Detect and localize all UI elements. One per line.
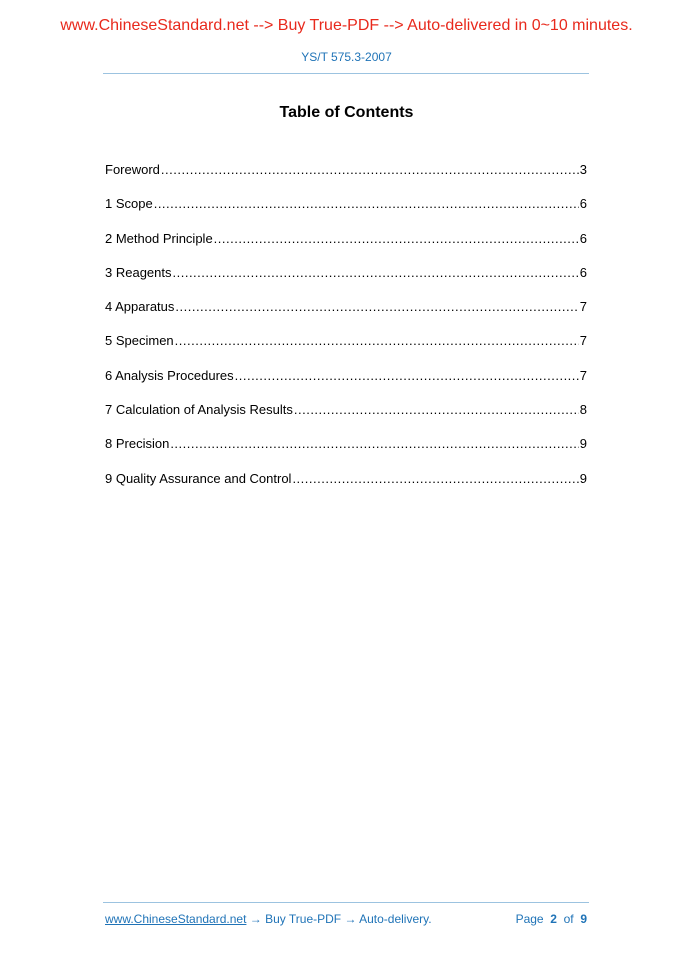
- toc-entry-page: 9: [579, 436, 587, 452]
- footer-divider: [103, 902, 589, 903]
- toc-entry-text: 7 Calculation of Analysis Results: [105, 402, 293, 418]
- toc-dot-leader: [175, 297, 578, 317]
- toc-entry-reagents[interactable]: [105, 263, 587, 297]
- toc-entry-text: 8 Precision: [105, 436, 170, 452]
- toc-entry-text: 6 Analysis Procedures: [105, 367, 234, 383]
- page-footer: [105, 912, 587, 926]
- toc-entry-text: 5 Specimen: [105, 333, 174, 349]
- toc-entry-page: 9: [579, 470, 587, 486]
- toc-entry-page: 6: [579, 264, 587, 280]
- toc-entry-page: 6: [579, 196, 587, 212]
- total-pages: 9: [580, 912, 587, 926]
- toc-entry-calculation[interactable]: [105, 400, 587, 434]
- toc-entry-page: 8: [579, 402, 587, 418]
- toc-dot-leader: [175, 331, 579, 351]
- toc-entry-analysis-procedures[interactable]: [105, 366, 587, 400]
- toc-entry-specimen[interactable]: [105, 331, 587, 365]
- footer-delivery: [105, 912, 432, 926]
- toc-dot-leader: [170, 434, 578, 454]
- toc-entry-text: Foreword: [105, 162, 160, 177]
- toc-entry-precision[interactable]: [105, 434, 587, 468]
- toc-entry-quality-assurance[interactable]: [105, 469, 587, 503]
- standard-code: YS/T 575.3-2007: [301, 50, 392, 64]
- promo-banner[interactable]: www.ChineseStandard.net --> Buy True-PDF --> Auto-delivered in 0~10 minutes.: [60, 17, 633, 34]
- toc-entry-page: 7: [579, 367, 587, 383]
- footer-site-link[interactable]: www.ChineseStandard.net: [105, 912, 247, 926]
- toc-entry-text: 2 Method Principle: [105, 230, 213, 246]
- toc-title: Table of Contents: [279, 104, 414, 121]
- footer-delivery-text: → Buy True-PDF → Auto-delivery.: [246, 912, 432, 926]
- toc-dot-leader: [214, 229, 579, 249]
- toc-dot-leader: [154, 194, 579, 214]
- toc-dot-leader: [292, 469, 578, 489]
- toc-entry-page: 7: [579, 299, 587, 315]
- current-page: 2: [550, 912, 557, 926]
- toc-dot-leader: [161, 160, 579, 180]
- page-label: Page: [515, 912, 544, 926]
- toc-entry-page: 7: [579, 333, 587, 349]
- toc-entry-text: 1 Scope: [105, 196, 153, 212]
- toc-entry-method-principle[interactable]: [105, 229, 587, 263]
- of-label: of: [563, 912, 574, 926]
- toc-entry-apparatus[interactable]: [105, 297, 587, 331]
- toc-entry-text: 3 Reagents: [105, 264, 172, 280]
- toc-dot-leader: [235, 366, 579, 386]
- toc-entry-text: 4 Apparatus: [105, 299, 175, 315]
- toc-entry-scope[interactable]: [105, 194, 587, 228]
- toc-entry-page: 6: [579, 230, 587, 246]
- table-of-contents: [105, 160, 587, 503]
- header-divider: [103, 73, 589, 74]
- toc-dot-leader: [294, 400, 579, 420]
- page-number: [516, 912, 587, 926]
- toc-entry-foreword[interactable]: [105, 160, 587, 194]
- toc-entry-text: 9 Quality Assurance and Control: [105, 470, 292, 486]
- toc-dot-leader: [173, 263, 579, 283]
- toc-entry-page: 3: [579, 162, 587, 177]
